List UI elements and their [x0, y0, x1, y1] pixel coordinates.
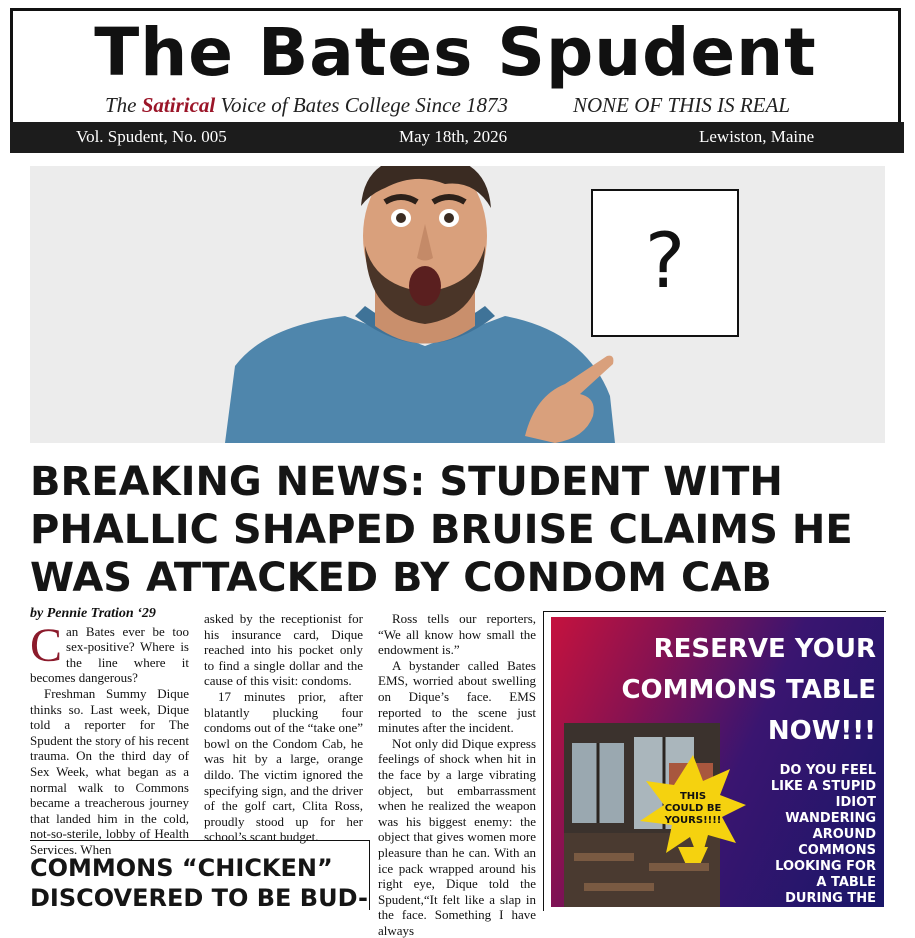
ad-body-line: COMMONS [798, 843, 876, 858]
article-paragraph: Not only did Dique express feelings of shock when hit in the face by a large vibrating object, but embarrassment when he realized the weapon was his biggest enemy: the object that gives women more pleasure than he can. With an ice pack wrapped around his right eye, Dique told the Spudent,“It felt like a slap in the face. Something I have always [378, 735, 536, 938]
article-paragraph: Ross tells our reporters, “We all know how small the endowment is.” [378, 611, 536, 658]
ad-body-line: WANDERING [785, 811, 876, 826]
disclaimer: NONE OF THIS IS REAL [573, 93, 790, 117]
newspaper-title: The Bates Spudent [94, 14, 817, 91]
question-mark-box [591, 189, 739, 337]
sub-article-headline: COMMONS “CHICKEN” DISCOVERED TO BE BUD- [30, 854, 368, 910]
tagline-satirical: Satirical [141, 93, 216, 117]
issue-location: Lewiston, Maine [699, 127, 815, 146]
issue-date: May 18th, 2026 [399, 127, 508, 146]
article-column-3 [378, 611, 536, 938]
issue-volume: Vol. Spudent, No. 005 [76, 127, 227, 146]
commons-table-ad[interactable] [551, 617, 884, 907]
question-mark: ? [644, 216, 686, 305]
ad-body-line: DO YOU FEEL [779, 763, 876, 778]
ad-body-line: DURING THE [785, 891, 876, 906]
ad-body-line: A TABLE [816, 875, 876, 890]
byline: by Pennie Tration ‘29 [30, 606, 156, 621]
ad-body-line: LIKE A STUPID [770, 779, 876, 794]
surprised-man-illustration [225, 166, 615, 443]
article-paragraph: Can Bates ever be too sex-positive? Where is the line where it becomes dangerous? [30, 618, 189, 686]
tagline-pre: The [105, 93, 142, 117]
tagline-post: Voice of Bates College Since 1873 [215, 93, 509, 117]
article-paragraph: Freshman Summy Dique thinks so. Last week, Dique told a reporter for The Spudent the story of his recent trauma. On the third day of Sex Week, what began as a normal walk to Commons became a treacherous journey that landed him in the cold, not-so-sterile, lobby of Health Services. When [30, 685, 189, 857]
ad-title-line: NOW!!! [767, 716, 876, 746]
article-paragraph: asked by the receptionist for his insurance card, Dique reached into his pocket only to find a single dollar and the cause of this visit: condoms. [204, 611, 363, 689]
sub-article-box [30, 840, 370, 910]
ad-title-line: COMMONS TABLE [621, 675, 876, 705]
masthead [10, 8, 901, 122]
article-column-1 [30, 606, 189, 858]
ad-body-line: AROUND [812, 827, 876, 842]
issue-info-bar [10, 122, 904, 153]
ad-title-line: RESERVE YOUR [653, 634, 876, 664]
drop-cap: C [30, 618, 63, 672]
article-column-2 [204, 611, 363, 845]
article-paragraph: A bystander called Bates EMS, worried about swelling on Dique’s face. EMS reported to the scene just minutes after the incident. [378, 657, 536, 736]
burst-label: THIS COULD BE YOURS!!!! [664, 791, 722, 826]
main-headline: BREAKING NEWS: STUDENT WITH PHALLIC SHAPED BRUISE CLAIMS HE WAS ATTACKED BY CONDOM CAB [30, 459, 853, 601]
ad-body-line: IDIOT [835, 795, 876, 810]
tagline [105, 93, 508, 118]
ad-body-text [726, 763, 876, 907]
article-paragraph: 17 minutes prior, after blatantly plucking four condoms out of the “take one” bowl on the Condom Cab, he was hit by a large, orange dildo. The victim ignored the specifying sign, and the driver of the golf cart, Clita Ross, proudly stood up for her school’s scant budget. [204, 688, 363, 845]
hero-photo [30, 166, 885, 443]
ad-body-line: LOOKING FOR [775, 859, 876, 874]
